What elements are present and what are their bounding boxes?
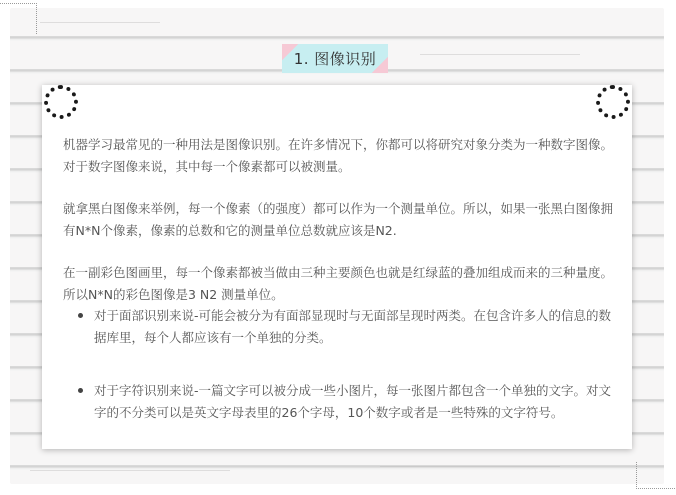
plank-grain [30,470,230,471]
bullet-item: 对于字符识别来说-一篇文字可以被分成一些小图片，每一张图片都包含一个单独的文字。对文字的不分类可以是英文字母表里的26个字母，10个数字或者是一些特殊的文字符号。 [94,380,618,423]
paragraph: 机器学习最常见的一种用法是图像识别。在许多情况下，你都可以将研究对象分类为一种数字图像。对于数字图像来说，其中每一个像素都可以被测量。 [63,137,614,174]
plank-grain [380,466,560,467]
paragraph: 在一副彩色图画里，每一个像素都被当做由三种主要颜色也就是红绿蓝的叠加组成而来的三种量度。所以N*N的彩色图像是3 N2 测量单位。 [63,265,614,302]
content-card [42,85,632,449]
section-title-tag [282,44,388,73]
plank-grain [40,22,160,23]
binder-ring-icon [44,85,78,119]
selection-corner-top-left [0,3,37,34]
selection-corner-bottom-right [636,462,675,489]
bullet-list [63,305,618,423]
paragraph: 就拿黑白图像来举例，每一个像素（的强度）都可以作为一个测量单位。所以，如果一张黑白图像拥有N*N个像素，像素的总数和它的测量单位总数就应该是N2. [63,201,614,238]
binder-ring-icon [596,85,630,119]
card-body [63,134,618,423]
plank-grain [420,54,580,55]
section-title: 1. 图像识别 [293,50,377,68]
bullet-item: 对于面部识别来说-可能会被分为有面部显现时与无面部呈现时两类。在包含许多人的信息的数据库里，每个人都应该有一个单独的分类。 [94,305,618,348]
